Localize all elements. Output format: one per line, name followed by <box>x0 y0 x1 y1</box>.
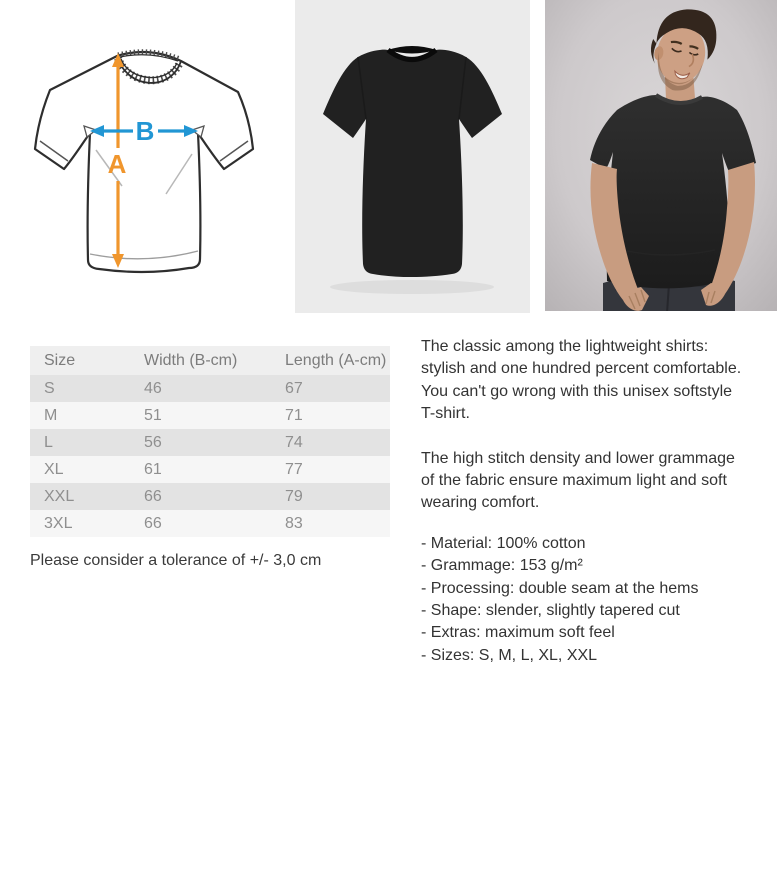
table-row-l <box>30 429 390 456</box>
tolerance-note: Please consider a tolerance of +/- 3,0 cm <box>30 552 322 569</box>
detail-processing: - Processing: double seam at the hems <box>421 579 699 597</box>
cell-width: 66 <box>144 514 162 532</box>
cell-size: M <box>44 406 58 424</box>
header-width: Width (B-cm) <box>144 351 238 369</box>
cell-width: 56 <box>144 433 162 451</box>
description-paragraph-2 <box>421 448 777 515</box>
cell-size: 3XL <box>44 514 73 532</box>
cell-length: 83 <box>285 514 303 532</box>
description-line: The classic among the lightweight shirts: <box>421 338 709 355</box>
black-tshirt-front-icon <box>295 0 530 313</box>
description-line: The high stitch density and lower grammage <box>421 449 735 467</box>
cell-length: 67 <box>285 379 303 397</box>
cell-length: 77 <box>285 460 303 478</box>
tshirt-outline <box>35 52 253 272</box>
cell-length: 74 <box>285 433 303 451</box>
size-table <box>30 346 390 537</box>
description-paragraph-1 <box>421 336 777 426</box>
product-photo-black-tshirt <box>295 0 530 313</box>
detail-extras: - Extras: maximum soft feel <box>421 624 615 642</box>
detail-grammage: - Grammage: 153 g/m² <box>421 557 583 575</box>
cell-width: 51 <box>144 406 162 424</box>
header-length: Length (A-cm) <box>285 351 387 369</box>
description-line: stylish and one hundred percent comfortable. <box>421 360 742 378</box>
cell-size: S <box>44 379 55 397</box>
header-size: Size <box>44 351 76 369</box>
cell-size: XXL <box>44 487 75 505</box>
product-description <box>421 336 777 667</box>
table-row-xxl <box>30 483 390 510</box>
description-line: T-shirt. <box>421 405 470 423</box>
cell-size: XL <box>44 460 64 478</box>
cell-width: 61 <box>144 460 162 478</box>
label-b: B <box>135 116 155 146</box>
description-line: of the fabric ensure maximum light and soft <box>421 472 727 490</box>
description-line: wearing comfort. <box>421 494 540 512</box>
model-wearing-tshirt-icon <box>545 0 777 313</box>
detail-material: - Material: 100% cotton <box>421 534 586 552</box>
cell-size: L <box>44 433 53 451</box>
table-row-s <box>30 375 390 402</box>
cell-width: 66 <box>144 487 162 505</box>
detail-sizes: - Sizes: S, M, L, XL, XXL <box>421 646 598 664</box>
table-row-3xl <box>30 510 390 537</box>
cell-length: 71 <box>285 406 303 424</box>
size-table-header-row <box>30 346 390 375</box>
cell-width: 46 <box>144 379 162 397</box>
product-details-list <box>421 533 777 667</box>
label-a: A <box>107 149 127 179</box>
description-line: You can't go wrong with this unisex softstyle <box>421 382 733 400</box>
model-photo-black-tshirt <box>545 0 777 313</box>
table-row-xl <box>30 456 390 483</box>
size-diagram-image <box>0 0 280 313</box>
tshirt-measurement-diagram-icon <box>28 38 260 276</box>
table-row-m <box>30 402 390 429</box>
detail-shape: - Shape: slender, slightly tapered cut <box>421 602 680 620</box>
cell-length: 79 <box>285 487 303 505</box>
